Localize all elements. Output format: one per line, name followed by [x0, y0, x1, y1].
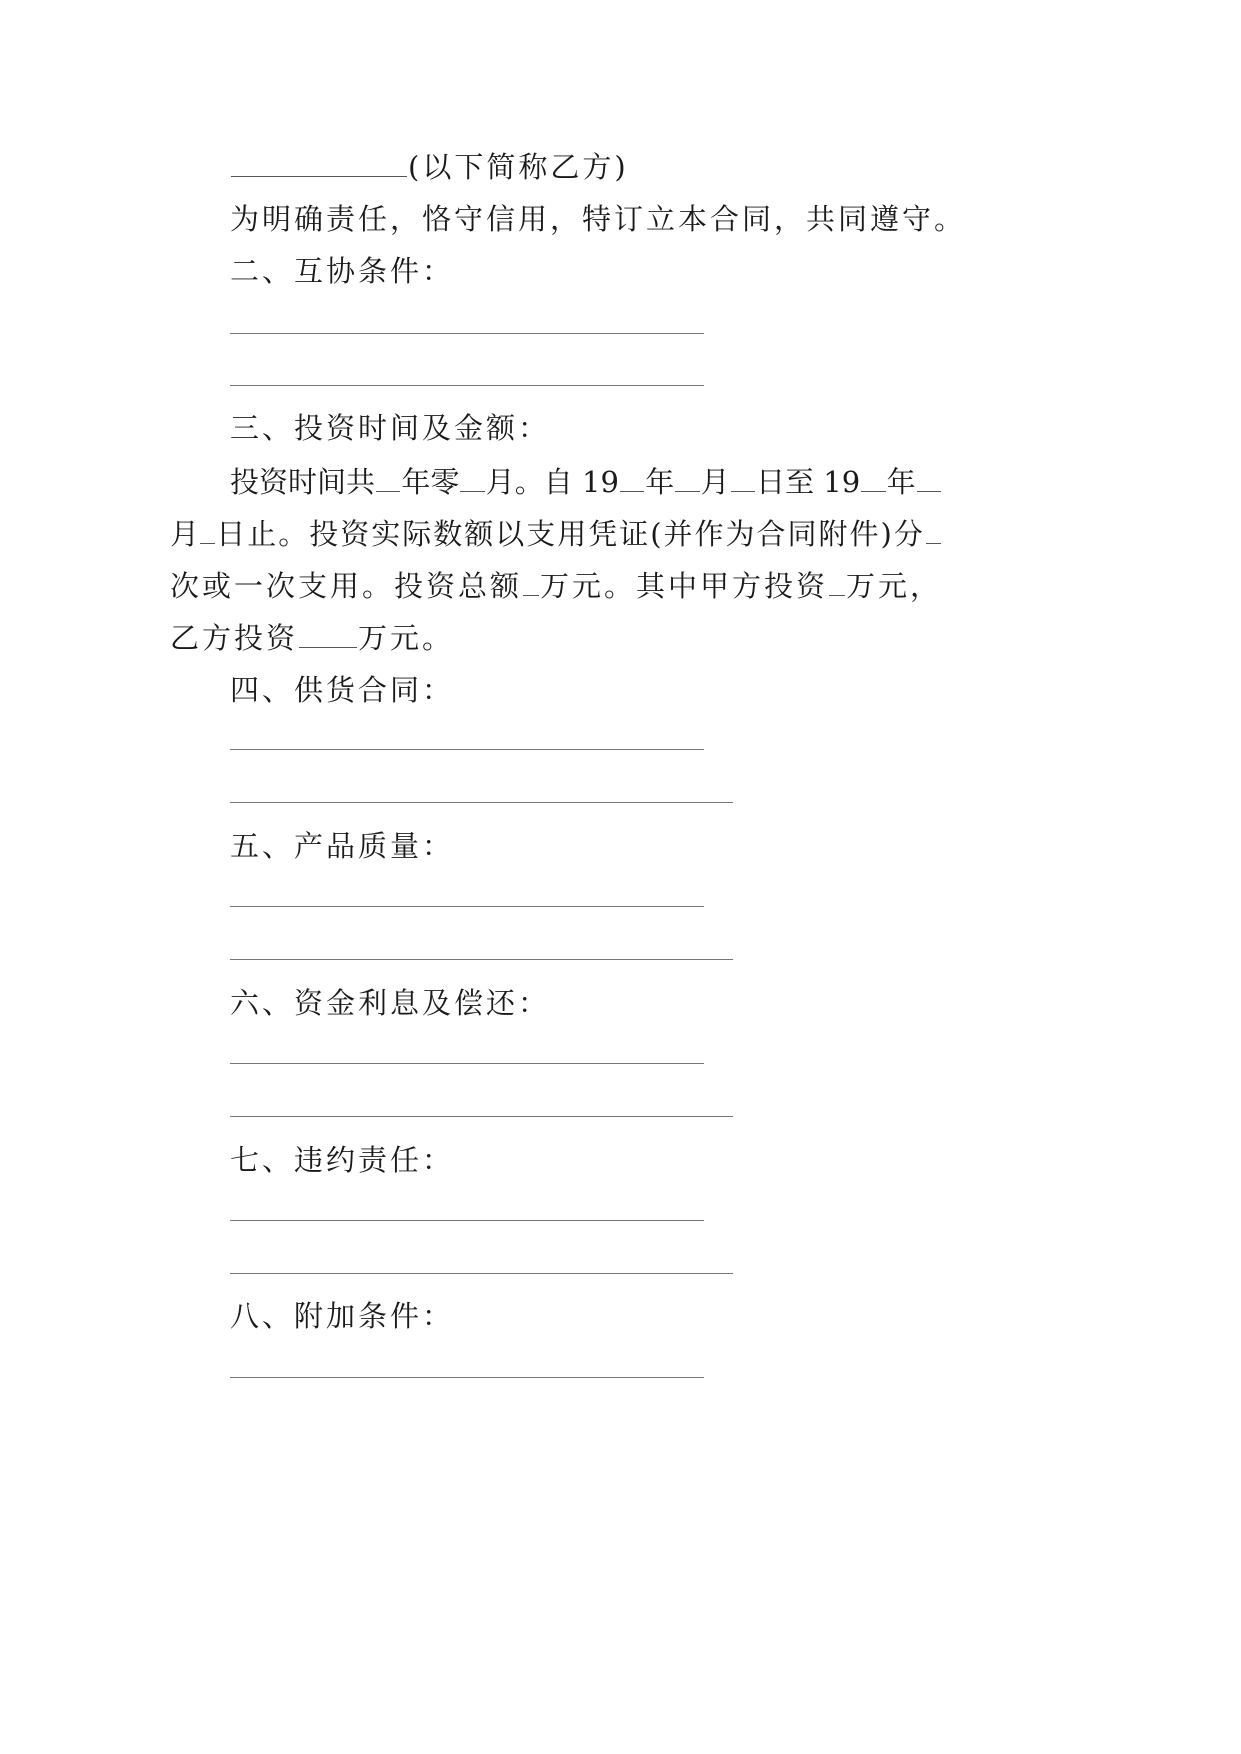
- party-b-line: [230, 147, 629, 187]
- section-7-heading: 七、违约责任：: [230, 1143, 455, 1177]
- text: 万元。: [358, 621, 455, 655]
- end-day-blank[interactable]: [200, 519, 215, 544]
- text: 日止。投资实际数额以支用凭证(并作为合同附件)分: [216, 517, 925, 551]
- section-3-line-2: [170, 514, 942, 554]
- months-blank[interactable]: [460, 467, 484, 492]
- start-month-blank[interactable]: [675, 467, 699, 492]
- party-a-investment-blank[interactable]: [829, 571, 845, 596]
- section-2-heading: 二、互协条件：: [230, 254, 455, 288]
- end-month-blank[interactable]: [917, 467, 941, 492]
- section-7-blank-2[interactable]: [230, 1273, 733, 1274]
- section-3-line-1: [230, 462, 942, 502]
- section-2-blank-2[interactable]: [230, 385, 704, 386]
- start-year-blank[interactable]: [620, 467, 644, 492]
- text: 年零: [401, 465, 460, 499]
- installments-blank[interactable]: [926, 519, 941, 544]
- section-3-line-3: [170, 566, 942, 606]
- section-8-blank-1[interactable]: [230, 1377, 704, 1378]
- years-blank[interactable]: [376, 467, 400, 492]
- section-2-blank-1[interactable]: [230, 333, 704, 334]
- section-7-blank-1[interactable]: [230, 1220, 704, 1221]
- section-6-heading: 六、资金利息及偿还：: [230, 986, 551, 1020]
- section-3-line-4: [170, 618, 454, 658]
- section-4-blank-2[interactable]: [230, 802, 733, 803]
- text: 月。自 19: [485, 465, 619, 499]
- text: 投资时间共: [230, 465, 376, 499]
- party-b-label: (以下简称乙方): [408, 150, 629, 184]
- text: 年: [886, 465, 916, 499]
- start-day-blank[interactable]: [731, 467, 755, 492]
- text: 次或一次支用。投资总额: [170, 569, 523, 603]
- text: 万元。其中甲方投资: [539, 569, 828, 603]
- section-5-blank-2[interactable]: [230, 959, 733, 960]
- section-3-heading: 三、投资时间及金额：: [230, 411, 551, 445]
- text: 日至 19: [756, 465, 861, 499]
- total-investment-blank[interactable]: [523, 571, 539, 596]
- section-5-blank-1[interactable]: [230, 906, 704, 907]
- section-8-heading: 八、附加条件：: [230, 1299, 455, 1333]
- section-6-blank-1[interactable]: [230, 1063, 704, 1064]
- text: 乙方投资: [170, 621, 299, 655]
- intro-text: 为明确责任，恪守信用，特订立本合同，共同遵守。: [230, 202, 967, 236]
- end-year-blank[interactable]: [861, 467, 885, 492]
- section-5-heading: 五、产品质量：: [230, 829, 455, 863]
- section-4-heading: 四、供货合同：: [230, 673, 455, 707]
- text: 月: [170, 517, 200, 551]
- party-b-blank[interactable]: [231, 152, 407, 177]
- section-6-blank-2[interactable]: [230, 1116, 733, 1117]
- text: 万元，: [845, 569, 942, 603]
- text: 月: [700, 465, 730, 499]
- text: 年: [645, 465, 675, 499]
- section-4-blank-1[interactable]: [230, 749, 704, 750]
- party-b-investment-blank[interactable]: [299, 623, 357, 648]
